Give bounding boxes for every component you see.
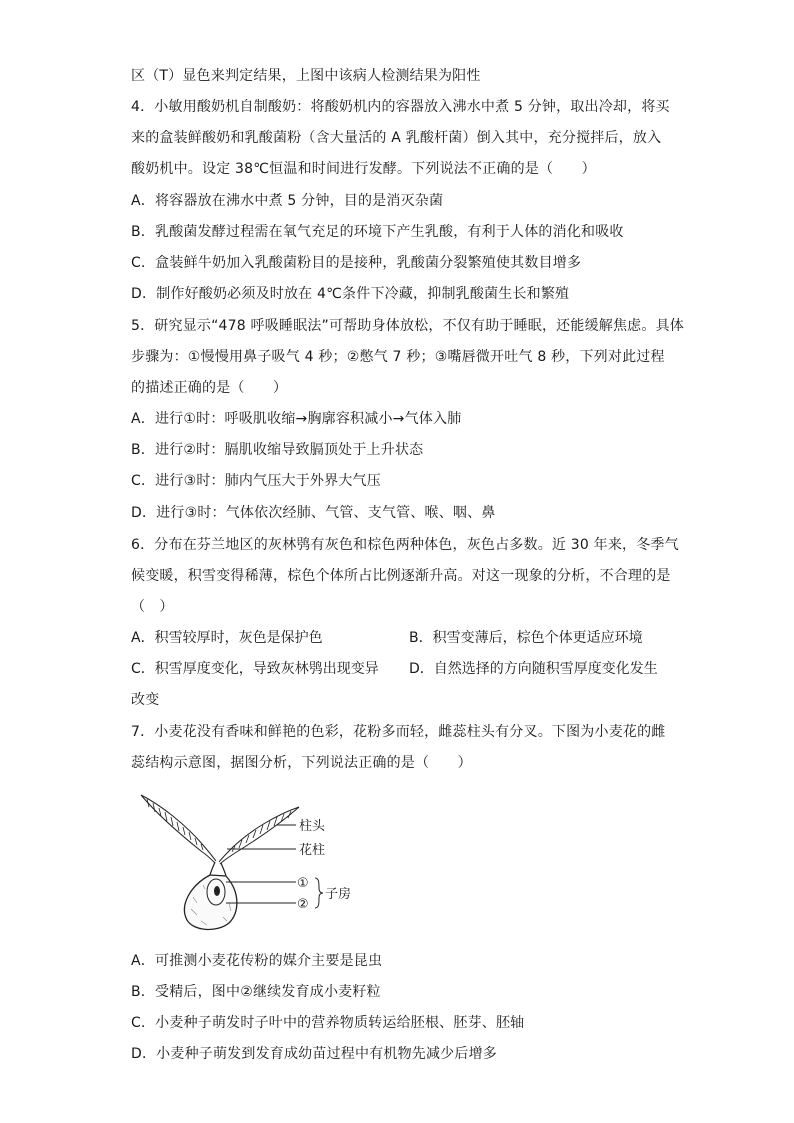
label-ovary: 子房	[325, 887, 352, 902]
q6-option-d: D．自然选择的方向随积雪厚度变化发生	[409, 661, 658, 677]
q5-stem-line-2: 步骤为：①慢慢用鼻子吸气 4 秒；②憋气 7 秒；③嘴唇微开吐气 8 秒，下列对此过程	[131, 349, 665, 365]
q6-option-b: B．积雪变薄后，棕色个体更适应环境	[409, 630, 643, 646]
q6-stem-line-3: （ ）	[131, 599, 174, 615]
label-stigma: 柱头	[299, 819, 326, 834]
q4-option-d: D．制作好酸奶必须及时放在 4℃条件下冷藏，抑制乳酸菌生长和繁殖	[131, 286, 570, 302]
embryo-sac-shape	[214, 886, 220, 896]
q5-option-a: A．进行①时：呼吸肌收缩→胸廓容积减小→气体入肺	[131, 411, 462, 427]
q6-option-d-continued: 改变	[131, 692, 160, 708]
q4-option-c: C．盒装鲜牛奶加入乳酸菌粉目的是接种，乳酸菌分裂繁殖使其数目增多	[131, 255, 582, 271]
q4-stem-line-3: 酸奶机中。设定 38℃恒温和时间进行发酵。下列说法不正确的是（ ）	[131, 161, 596, 177]
marker-2: ②	[297, 897, 309, 912]
q6-stem-line-2: 候变暖，积雪变得稀薄，棕色个体所占比例逐渐升高。对这一现象的分析，不合理的是	[131, 568, 671, 584]
wheat-pistil-diagram	[131, 785, 391, 935]
q7-option-c: C．小麦种子萌发时子叶中的营养物质转运给胚根、胚芽、胚轴	[131, 1015, 525, 1031]
q6-option-a: A．积雪较厚时，灰色是保护色	[131, 630, 323, 646]
q4-option-a: A．将容器放在沸水中煮 5 分钟，目的是消灭杂菌	[131, 193, 444, 209]
q4-option-b: B．乳酸菌发酵过程需在氧气充足的环境下产生乳酸，有利于人体的消化和吸收	[131, 224, 624, 240]
q5-stem-line-1: 5．研究显示“478 呼吸睡眠法”可帮助身体放松，不仅有助于睡眠，还能缓解焦虑。具体	[131, 318, 684, 334]
q4-stem-line-2: 来的盒装鲜酸奶和乳酸菌粉（含大量活的 A 乳酸杆菌）倒入其中，充分搅拌后，放入	[131, 130, 662, 146]
label-style: 花柱	[299, 843, 326, 858]
q5-stem-line-3: 的描述正确的是（ ）	[131, 380, 288, 396]
q7-stem-line-2: 蕊结构示意图，据图分析，下列说法正确的是（ ）	[131, 755, 472, 771]
q5-option-d: D．进行③时：气体依次经肺、气管、支气管、喉、咽、鼻	[131, 505, 496, 521]
q6-option-c: C．积雪厚度变化，导致灰林鸮出现变异	[131, 661, 379, 677]
q5-option-b: B．进行②时：膈肌收缩导致膈顶处于上升状态	[131, 442, 424, 458]
marker-1: ①	[297, 876, 309, 891]
brace-shape	[315, 878, 323, 908]
q5-option-c: C．进行③时：肺内气压大于外界大气压	[131, 473, 381, 489]
style-shape	[210, 862, 226, 876]
stigma-shape	[141, 795, 299, 864]
q7-option-a: A．可推测小麦花传粉的媒介主要是昆虫	[131, 953, 383, 969]
q4-stem-line-1: 4．小敏用酸奶机自制酸奶：将酸奶机内的容器放入沸水中煮 5 分钟，取出冷却，将买	[131, 99, 670, 115]
q7-option-d: D．小麦种子萌发到发育成幼苗过程中有机物先减少后增多	[131, 1046, 497, 1062]
q7-option-b: B．受精后，图中②继续发育成小麦籽粒	[131, 984, 381, 1000]
q3-tail-line: 区（T）显色来判定结果，上图中该病人检测结果为阳性	[131, 68, 481, 84]
q7-stem-line-1: 7．小麦花没有香味和鲜艳的色彩，花粉多而轻，雌蕊柱头有分叉。下图为小麦花的雌	[131, 724, 666, 740]
q6-stem-line-1: 6．分布在芬兰地区的灰林鸮有灰色和棕色两种体色，灰色占多数。近 30 年来，冬季气	[131, 537, 679, 553]
